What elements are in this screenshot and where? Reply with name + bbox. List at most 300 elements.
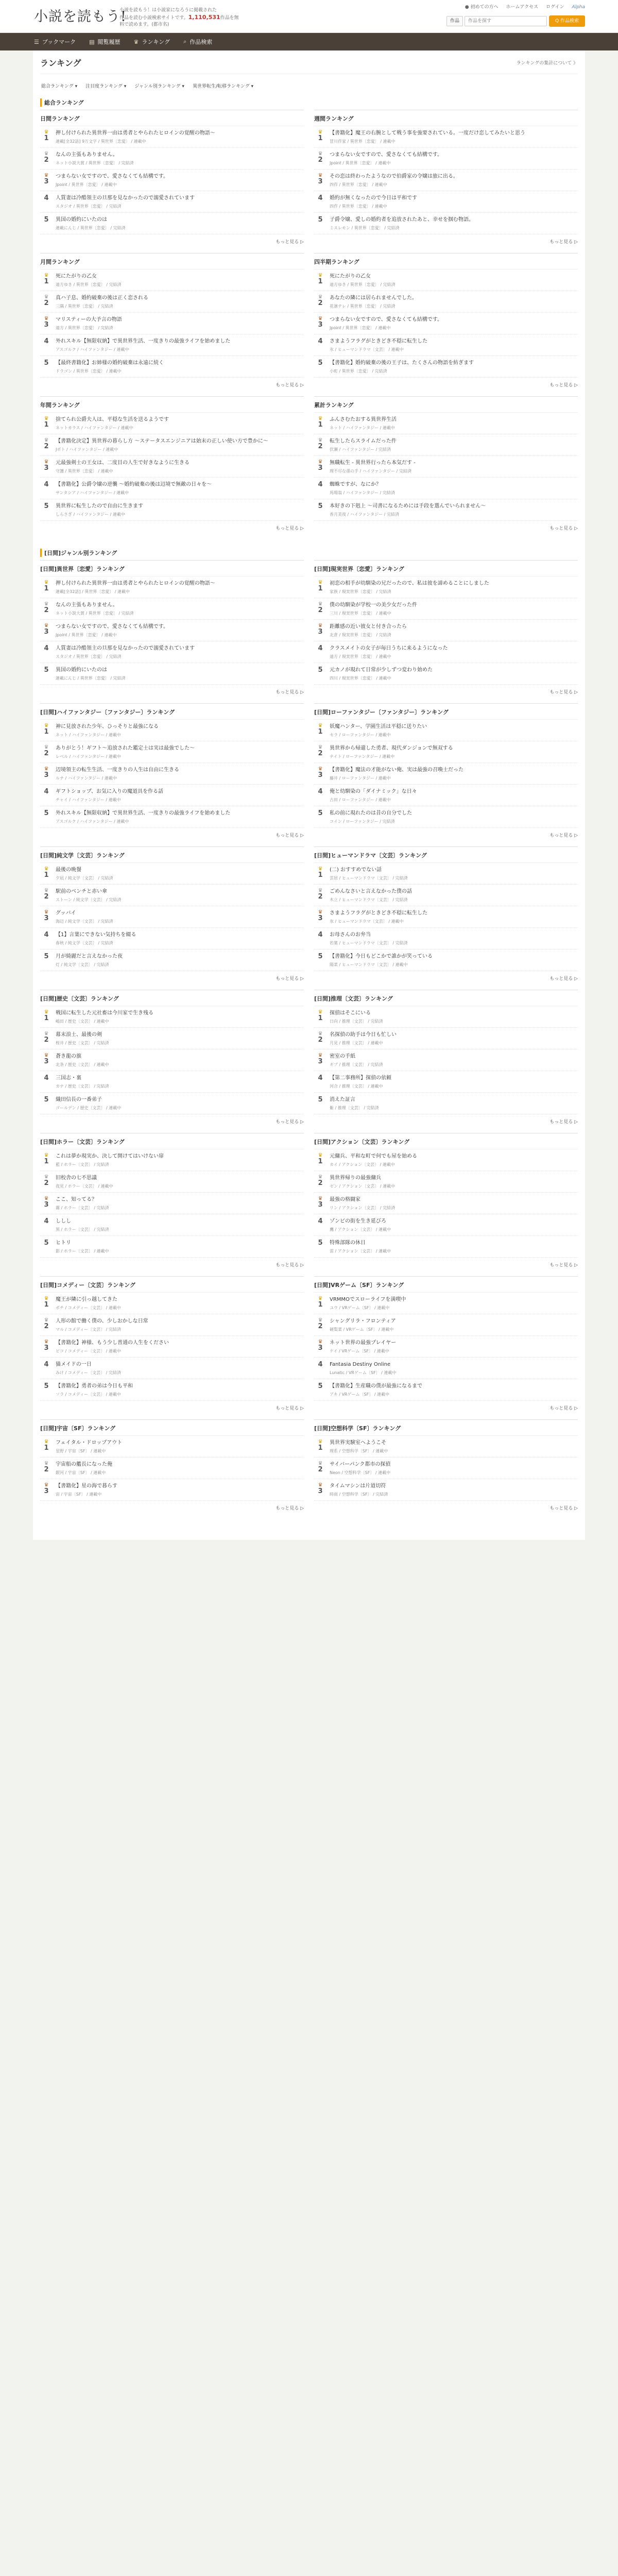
ranking-item[interactable] [40, 1171, 304, 1193]
crown-icon: ♛ [44, 623, 49, 629]
crown-icon: ♛ [318, 623, 323, 629]
more-link[interactable]: もっと見る ▷ [276, 240, 304, 245]
work-title[interactable]: 異世界から帰還した勇者、現代ダンジョンで無双する [330, 745, 453, 751]
ranking-about-link[interactable]: ランキングの集計について 》 [516, 61, 578, 66]
more-link[interactable]: もっと見る ▷ [550, 690, 578, 695]
ranking-item[interactable] [314, 1336, 578, 1358]
ranking-item[interactable] [40, 950, 304, 971]
ranking-item[interactable] [40, 1236, 304, 1258]
ranking-item[interactable] [314, 577, 578, 598]
work-title[interactable]: ギフトショップ、お気に入りの魔道具を作る話 [56, 789, 163, 794]
rank-number [40, 953, 53, 968]
work-title[interactable]: 戦国に転生した元社畜は今川家で生き残る [56, 1010, 153, 1016]
work-title[interactable]: 探偵はそこにいる [330, 1010, 371, 1016]
item-text [53, 888, 304, 903]
ranking-item[interactable] [314, 1293, 578, 1314]
ranking-item[interactable] [40, 663, 304, 685]
work-meta: 河合 / 推理〔文芸〕 / 連載中 [330, 1084, 383, 1089]
ranking-item[interactable] [314, 1071, 578, 1093]
work-title[interactable]: 特殊部隊の休日 [330, 1240, 366, 1246]
rank-number [40, 216, 53, 231]
work-title[interactable]: 異世界実験室へようこそ [330, 1440, 386, 1446]
work-title[interactable]: その恋は終わったようなので伯爵家の令嬢は旅に出る。 [330, 174, 458, 179]
work-title[interactable]: 捨てられ公爵夫人は、平穏な生活を送るようです [56, 417, 169, 422]
more-link[interactable]: もっと見る ▷ [550, 833, 578, 838]
work-title[interactable]: 真ハ子息、婚約破棄の後は正く恋される [56, 295, 148, 301]
work-title[interactable]: 旧校舎の七不思議 [56, 1175, 97, 1181]
work-title[interactable]: 幕末浪士、最後の剣 [56, 1032, 102, 1038]
work-title[interactable]: 人質妻は冷酷領主の旦那を見なかったので溺愛されています [56, 646, 195, 651]
work-title[interactable]: サイバーパンク都市の探偵 [330, 1462, 391, 1467]
work-title[interactable]: 元傭兵、平和な町で何でも屋を始める [330, 1154, 417, 1159]
more-link[interactable]: もっと見る ▷ [550, 1263, 578, 1268]
work-title[interactable]: 元最強剣士の王女は、二度目の人生で好きなように生きる [56, 460, 190, 466]
ranking-item[interactable] [314, 413, 578, 434]
work-title[interactable]: 異国の婚約にいたのは [56, 217, 107, 223]
link-login[interactable]: ログイン [545, 5, 564, 10]
more-link[interactable]: もっと見る ▷ [550, 526, 578, 531]
item-text [53, 338, 304, 352]
more-link[interactable]: もっと見る ▷ [276, 383, 304, 388]
ranking-item[interactable] [314, 741, 578, 763]
rank-number [40, 130, 53, 144]
ranking-item[interactable] [40, 763, 304, 785]
rank-number [314, 1383, 327, 1397]
more-link[interactable]: もっと見る ▷ [276, 976, 304, 981]
work-title[interactable]: 初恋の相手が幼馴染の兄だったので、私は彼を諦めることにしました [330, 581, 489, 586]
ranking-item[interactable] [314, 313, 578, 334]
ranking-item[interactable] [40, 1028, 304, 1049]
work-title[interactable]: 辺境領主の転生生活、一度きりの人生は自由に生きる [56, 767, 179, 773]
panel-title[interactable]: [日間]ローファンタジー〔ファンタジー〕ランキング [314, 708, 578, 720]
ranking-item[interactable] [314, 1028, 578, 1049]
search-button[interactable]: Q 作品検索 [549, 15, 585, 27]
work-title[interactable]: 押し付けられた異世界一由は勇者とやられたヒロインの覚醒の物語～ [56, 130, 215, 136]
work-meta: サンタシア / ハイファンタジー / 連載中 [56, 490, 129, 495]
ranking-item[interactable] [314, 1479, 578, 1501]
work-title[interactable]: 消えた証言 [330, 1097, 355, 1103]
crown-icon: ♛ [44, 723, 49, 728]
work-title[interactable]: 【1】言葉にできない気持ちを綴る [56, 932, 136, 938]
ranking-item[interactable] [40, 434, 304, 456]
rank-number [314, 273, 327, 287]
ranking-item[interactable] [40, 1049, 304, 1071]
work-title[interactable]: 人形の館で働く僕の、少しおかしな日常 [56, 1318, 148, 1324]
ranking-item[interactable] [314, 1436, 578, 1458]
rank-value: 3 [318, 464, 323, 472]
ranking-item[interactable] [314, 170, 578, 191]
work-title[interactable]: なんの主張もありません。 [56, 152, 118, 158]
work-title[interactable]: 【書籍化】婚約破棄の後の王子は、たくさんの物語を紡ぎます [330, 360, 474, 366]
panel-title[interactable]: [日間]宇宙〔SF〕ランキング [40, 1424, 304, 1436]
work-title[interactable]: 【書籍化】魔法の才能がない俺、実は最強の召喚士だった [330, 767, 464, 773]
panel-title[interactable]: [日間]アクション〔文芸〕ランキング [314, 1138, 578, 1149]
link-alpha[interactable]: Alpha [572, 5, 585, 10]
ranking-item[interactable] [40, 413, 304, 434]
ranking-item[interactable] [314, 1379, 578, 1401]
work-title[interactable]: 距離感の近い彼女と付き合ったら [330, 624, 407, 630]
work-title[interactable]: 神に見放された少年、ひっそりと最強になる [56, 724, 159, 730]
ranking-item[interactable] [314, 1149, 578, 1171]
ranking-item[interactable] [314, 148, 578, 170]
work-title[interactable]: 無職転生 - 異世界行ったら本気だす - [330, 460, 416, 466]
ranking-item[interactable] [40, 741, 304, 763]
work-title[interactable]: つまらない女ですので、愛さなくても結構です。 [56, 174, 168, 179]
crown-icon: ♛ [318, 273, 323, 278]
ranking-item[interactable] [314, 126, 578, 148]
work-title[interactable]: 【第二事務所】探偵の依頼 [330, 1075, 391, 1081]
rank-number [40, 460, 53, 474]
work-title[interactable]: あなたの隣には居られませんでした。 [330, 295, 417, 301]
ranking-item[interactable] [314, 598, 578, 620]
tab-genre[interactable]: ジャンル別ランキング ▾ [134, 84, 184, 89]
nav-label: ランキング [142, 39, 170, 45]
nav-bookmark[interactable] [34, 38, 76, 46]
work-title[interactable]: タイムマシンは片道切符 [330, 1483, 386, 1489]
ranking-item[interactable] [40, 598, 304, 620]
ranking-item[interactable] [40, 1379, 304, 1401]
ranking-item[interactable] [40, 1093, 304, 1114]
ranking-item[interactable] [40, 191, 304, 213]
item-text [53, 1218, 304, 1232]
rank-number [314, 360, 327, 374]
more-link[interactable]: もっと見る ▷ [550, 1406, 578, 1411]
ranking-item[interactable] [314, 1214, 578, 1236]
ranking-item[interactable] [40, 356, 304, 378]
more-link[interactable]: もっと見る ▷ [276, 526, 304, 531]
crown-icon: ♛ [318, 129, 323, 135]
rank-number [40, 1053, 53, 1067]
ranking-item[interactable] [40, 620, 304, 641]
work-title[interactable]: 最強の格闘家 [330, 1197, 360, 1202]
ranking-item[interactable] [40, 478, 304, 499]
work-title[interactable]: 婚約が無くなったので今日は平和です [330, 195, 417, 201]
rank-number [314, 910, 327, 924]
tagline-post: 作品を無料で読めます。(都市名) [119, 15, 239, 27]
more-link[interactable]: もっと見る ▷ [276, 1406, 304, 1411]
link-beginners[interactable]: ● 初めての方へ [465, 5, 499, 10]
ranking-item[interactable] [314, 456, 578, 478]
work-title[interactable]: 俺と幼馴染の「ダイナミック」な日々 [330, 789, 417, 794]
rank-number [40, 481, 53, 496]
tab-attention[interactable]: 注目度ランキング ▾ [85, 84, 127, 89]
ranking-item[interactable] [40, 1336, 304, 1358]
ranking-item[interactable] [314, 1314, 578, 1336]
work-title[interactable]: 人質妻は冷酷領主の旦那を見なかったので溺愛されています [56, 195, 195, 201]
search-type-select[interactable]: 作品 [447, 16, 463, 26]
work-meta: 桜井 / 歴史〔文芸〕 / 完結済 [56, 1041, 109, 1045]
nav-history[interactable] [89, 38, 120, 46]
work-title[interactable]: 魔王が隣に引っ越してきた [56, 1297, 117, 1302]
panel-title[interactable]: [日間]ヒューマンドラマ〔文芸〕ランキング [314, 851, 578, 863]
work-title[interactable]: さまようフラグがときどき不穏に転生した [330, 910, 427, 916]
item-text [327, 867, 578, 881]
ranking-item[interactable] [40, 720, 304, 741]
rank-value: 4 [44, 645, 49, 652]
ranking-item[interactable] [40, 1479, 304, 1501]
work-title[interactable]: 転生したらスライムだった件 [330, 438, 397, 444]
ranking-item[interactable] [40, 213, 304, 234]
work-title[interactable]: ししし [56, 1218, 71, 1224]
ranking-item[interactable] [40, 1436, 304, 1458]
ranking-item[interactable] [314, 1006, 578, 1028]
ranking-item[interactable] [40, 863, 304, 885]
work-title[interactable]: 僕の幼馴染が学校一の美少女だった件 [330, 602, 417, 608]
work-title[interactable]: さまようフラグがときどき不穏に転生した [330, 338, 427, 344]
ranking-item[interactable] [40, 269, 304, 291]
ranking-item[interactable] [40, 1006, 304, 1028]
work-title[interactable]: 異世界に転生したので自由に生きます [56, 503, 143, 509]
more-link[interactable]: もっと見る ▷ [276, 1263, 304, 1268]
ranking-item[interactable] [40, 641, 304, 663]
tab-overall[interactable]: 総合ランキング ▾ [41, 84, 78, 89]
ranking-item[interactable] [40, 906, 304, 928]
panel-title[interactable]: [日間]VRゲーム〔SF〕ランキング [314, 1281, 578, 1293]
work-title[interactable]: つまらない女ですので、愛さなくても結構です。 [330, 152, 442, 158]
ranking-item[interactable] [40, 148, 304, 170]
ranking-item[interactable] [40, 334, 304, 356]
panel-title[interactable]: [日間]空想科学〔SF〕ランキング [314, 1424, 578, 1436]
work-title[interactable]: ふんさむたおする異世界生活 [330, 417, 397, 422]
more-link[interactable]: もっと見る ▷ [276, 690, 304, 695]
work-title[interactable]: 三国志・裏 [56, 1075, 81, 1081]
ranking-item[interactable] [314, 1193, 578, 1214]
panel-title[interactable]: 累計ランキング [314, 401, 578, 413]
panel-title[interactable]: 月間ランキング [40, 258, 304, 269]
work-meta: Lunatic / VRゲーム〔SF〕 / 連載中 [330, 1370, 397, 1375]
ranking-item[interactable] [314, 499, 578, 521]
work-title[interactable]: 【書籍化】魔王の右腕として戦う事を強要されている。一度だけ恋してみたいと思う [330, 130, 525, 136]
work-title[interactable]: これは夢か現実か、決して開けてはいけない扉 [56, 1154, 164, 1159]
more-link[interactable]: もっと見る ▷ [276, 1506, 304, 1511]
item-text [327, 645, 578, 659]
ranking-item[interactable] [314, 906, 578, 928]
work-title[interactable]: 元カノが現れて日常が少しずつ変わり始めた [330, 667, 433, 673]
work-title[interactable]: 駅前のベンチと赤い傘 [56, 889, 107, 894]
ranking-item[interactable] [40, 885, 304, 906]
panel-title[interactable]: [日間]異世界〔恋愛〕ランキング [40, 565, 304, 577]
work-title[interactable]: なんの主張もありません。 [56, 602, 118, 608]
ranking-item[interactable] [40, 1458, 304, 1479]
rank-value: 2 [318, 1323, 323, 1330]
ranking-item[interactable] [314, 1236, 578, 1258]
ranking-item[interactable] [40, 577, 304, 598]
ranking-item[interactable] [314, 885, 578, 906]
ranking-item[interactable] [40, 1149, 304, 1171]
work-title[interactable]: ネット世界の最強プレイヤー [330, 1340, 397, 1346]
panel-title[interactable]: [日間]純文学〔文芸〕ランキング [40, 851, 304, 863]
work-title[interactable]: Fantasia Destiny Online [330, 1362, 391, 1367]
panel-title[interactable]: [日間]ハイファンタジー〔ファンタジー〕ランキング [40, 708, 304, 720]
ranking-item[interactable] [314, 191, 578, 213]
work-title[interactable]: 【最終書籍化】お姉様の婚約破棄は永遠に続く [56, 360, 164, 366]
ranking-item[interactable] [314, 1358, 578, 1379]
panel-title[interactable]: 日間ランキング [40, 114, 304, 126]
work-title[interactable]: 最後の晩餐 [56, 867, 81, 873]
search-input[interactable] [465, 16, 547, 26]
ranking-item[interactable] [40, 170, 304, 191]
work-title[interactable]: お母さんのお弁当 [330, 932, 371, 938]
panel-title[interactable]: 週間ランキング [314, 114, 578, 126]
ranking-item[interactable] [314, 863, 578, 885]
crown-icon: ♛ [318, 1461, 323, 1466]
ranking-item[interactable] [40, 1071, 304, 1093]
item-text [53, 767, 304, 781]
work-title[interactable]: 押し付けられた異世界一由は勇者とやられたヒロインの覚醒の物語～ [56, 581, 215, 586]
ranking-item[interactable] [314, 356, 578, 378]
work-title[interactable]: 名探偵の助手は今日も忙しい [330, 1032, 397, 1038]
work-title[interactable]: 猫メイドの一日 [56, 1362, 92, 1367]
ranking-item[interactable] [314, 785, 578, 806]
work-title[interactable]: 月が綺麗だと言えなかった夜 [56, 954, 123, 959]
ranking-item[interactable] [40, 1193, 304, 1214]
item-text [327, 1461, 578, 1476]
ranking-item[interactable] [40, 499, 304, 521]
work-title[interactable]: グッバイ [56, 910, 76, 916]
nav-search[interactable] [183, 38, 212, 46]
work-title[interactable]: つまらない女ですので、愛さなくても結構です。 [330, 317, 442, 323]
work-meta: ユウ / VRゲーム〔SF〕 / 連載中 [330, 1306, 390, 1310]
ranking-panel [40, 1419, 304, 1514]
ranking-item[interactable] [314, 1093, 578, 1114]
ranking-item[interactable] [314, 928, 578, 950]
ranking-item[interactable] [40, 313, 304, 334]
ranking-item[interactable] [40, 1314, 304, 1336]
ranking-item[interactable] [314, 720, 578, 741]
nav-ranking[interactable] [134, 38, 170, 46]
work-title[interactable]: 【書籍化】勇者の弟は今日も平和 [56, 1383, 133, 1389]
ranking-item[interactable] [314, 478, 578, 499]
ranking-item[interactable] [40, 291, 304, 313]
work-title[interactable]: ごめんなさいと言えなかった僕の話 [330, 889, 412, 894]
work-title[interactable]: 本好きの下剋上 ～司書になるためには手段を選んでいられません～ [330, 503, 486, 509]
work-title[interactable]: 外れスキル【無限収納】で異世界生活、一度きりの最強ライフを始めました [56, 810, 231, 816]
work-title[interactable]: 宇宙船の艦長になった俺 [56, 1462, 112, 1467]
rank-number [40, 623, 53, 638]
ranking-panel [314, 703, 578, 841]
tab-isekai[interactable]: 異世界転生/転移ランキング ▾ [192, 84, 254, 89]
work-title[interactable]: マリスティーの大予言の物語 [56, 317, 122, 323]
more-link[interactable]: もっと見る ▷ [550, 976, 578, 981]
work-title[interactable]: 蜘蛛ですが、なにか？ [330, 482, 381, 487]
work-title[interactable]: VRMMOでスローライフを満喫中 [330, 1297, 406, 1302]
work-title[interactable]: 【書籍化】公爵令嬢の逆襲 ～婚約破棄の後は辺境で無敵の日々を～ [56, 482, 212, 487]
item-text [327, 316, 578, 331]
panel-title[interactable]: [日間]現実世界〔恋愛〕ランキング [314, 565, 578, 577]
ranking-item[interactable] [314, 806, 578, 828]
work-title[interactable]: 妖魔ハンター、学園生活は平穏に送りたい [330, 724, 427, 730]
more-link[interactable]: もっと見る ▷ [550, 240, 578, 245]
rank-value: 3 [318, 914, 323, 922]
item-text [327, 667, 578, 681]
work-title[interactable]: 異国の婚約にいたのは [56, 667, 107, 673]
ranking-item[interactable] [40, 1358, 304, 1379]
crown-icon: ♛ [318, 1482, 323, 1488]
work-meta: ネット / ハイファンタジー / 連載中 [56, 733, 121, 737]
work-title[interactable]: 子爵令嬢、愛しの婚約者を追放されたあと、幸せを掴む物語。 [330, 217, 474, 223]
item-text [53, 580, 304, 595]
ranking-panel [40, 846, 304, 985]
ranking-item[interactable] [314, 269, 578, 291]
work-title[interactable]: ここ、知ってる？ [56, 1197, 97, 1202]
work-title[interactable]: 【書籍化決定】異世界の暮らし方 ～ステータスエンジニアは始末の正しい使い方で豊かに～ [56, 438, 268, 444]
ranking-item[interactable] [314, 1049, 578, 1071]
crown-icon: ♛ [318, 580, 323, 585]
work-title[interactable]: (二) おすすめでない話 [330, 867, 382, 873]
work-title[interactable]: 【書籍化】今日もどこかで誰かが笑っている [330, 954, 433, 959]
work-title[interactable]: 死にたがりの乙女 [56, 274, 97, 279]
ranking-item[interactable] [40, 1293, 304, 1314]
ranking-item[interactable] [40, 456, 304, 478]
work-title[interactable]: 蒼き龍の旗 [56, 1054, 81, 1059]
ranking-item[interactable] [314, 334, 578, 356]
work-title[interactable]: 【書籍化】生産職の僕が最強になるまで [330, 1383, 422, 1389]
panel-title[interactable]: [日間]推理〔文芸〕ランキング [314, 994, 578, 1006]
panel-title[interactable]: [日間]ホラー〔文芸〕ランキング [40, 1138, 304, 1149]
work-title[interactable]: 【書籍化】神様、もう少し普通の人生をください [56, 1340, 169, 1346]
crown-icon: ♛ [44, 1174, 49, 1180]
work-meta: 夕凪 / 純文学〔文芸〕 / 完結済 [56, 876, 113, 880]
work-title[interactable]: ヒトリ [56, 1240, 71, 1246]
work-title[interactable]: クラスメイトの女子が毎日うちに来るようになった [330, 646, 448, 651]
work-title[interactable]: シャングリラ・フロンティア [330, 1318, 396, 1324]
more-link[interactable]: もっと見る ▷ [550, 383, 578, 388]
rank-number [314, 195, 327, 209]
work-title[interactable]: 死にたがりの乙女 [330, 274, 371, 279]
site-logo[interactable]: 小説を読もう! [34, 9, 127, 25]
ranking-item[interactable] [314, 434, 578, 456]
ranking-item[interactable] [314, 620, 578, 641]
ranking-item[interactable] [40, 126, 304, 148]
link-home-access[interactable]: ホームアクセス [506, 5, 539, 10]
panel-title[interactable]: [日間]コメディー〔文芸〕ランキング [40, 1281, 304, 1293]
more-link[interactable]: もっと見る ▷ [276, 833, 304, 838]
work-title[interactable]: 【書籍化】星の海で暮らす [56, 1483, 117, 1489]
more-link[interactable]: もっと見る ▷ [550, 1120, 578, 1125]
work-title[interactable]: 異世界帰りの最強傭兵 [330, 1175, 381, 1181]
work-title[interactable]: 織田信長の一番弟子 [56, 1097, 102, 1103]
ranking-item[interactable] [314, 763, 578, 785]
item-text [53, 1175, 304, 1189]
more-link[interactable]: もっと見る ▷ [550, 1506, 578, 1511]
work-title[interactable]: 密室の手紙 [330, 1054, 355, 1059]
ranking-item[interactable] [40, 806, 304, 828]
work-title[interactable]: ゾンビの街を生き延びろ [330, 1218, 386, 1224]
ranking-item[interactable] [314, 950, 578, 971]
work-meta: 若葉 / ヒューマンドラマ〔文芸〕 / 完結済 [330, 941, 408, 945]
ranking-item[interactable] [314, 641, 578, 663]
rank-number [314, 667, 327, 681]
more-link[interactable]: もっと見る ▷ [276, 1120, 304, 1125]
panel-title[interactable]: [日間]歴史〔文芸〕ランキング [40, 994, 304, 1006]
ranking-item[interactable] [40, 785, 304, 806]
work-title[interactable]: 私の前に現れたのは昔の自分でした [330, 810, 412, 816]
ranking-item[interactable] [40, 928, 304, 950]
work-title[interactable]: フェイタル・ドロップアウト [56, 1440, 123, 1446]
work-title[interactable]: ありがとう！ギフト～追放された鑑定士は実は最強でした～ [56, 745, 195, 751]
ranking-item[interactable] [314, 1458, 578, 1479]
ranking-item[interactable] [314, 663, 578, 685]
panel-title[interactable]: 年間ランキング [40, 401, 304, 413]
ranking-item[interactable] [40, 1214, 304, 1236]
ranking-item[interactable] [314, 1171, 578, 1193]
ranking-item[interactable] [314, 291, 578, 313]
work-title[interactable]: つまらない女ですので、愛さなくても結構です。 [56, 624, 168, 630]
ranking-item[interactable] [314, 213, 578, 234]
panel-title[interactable]: 四半期ランキング [314, 258, 578, 269]
rank-value: 2 [318, 606, 323, 614]
work-title[interactable]: 外れスキル【無限収納】で異世界生活、一度きりの最強ライフを始めました [56, 338, 231, 344]
